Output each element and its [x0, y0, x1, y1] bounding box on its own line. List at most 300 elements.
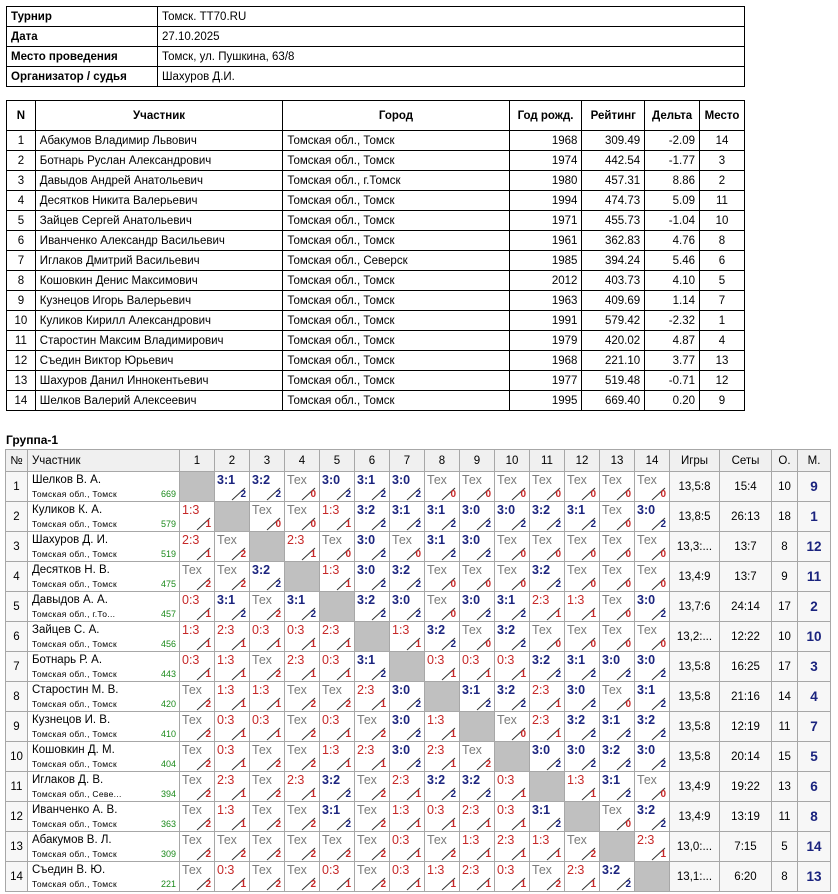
- participant-row: [7, 211, 745, 231]
- player-name: Старостин М. В.: [32, 684, 119, 696]
- player-city: Томская обл., Томск: [32, 849, 117, 859]
- games-cell: 13,1:...: [670, 862, 720, 892]
- match-score: 0:3: [182, 593, 200, 607]
- group-row: [6, 562, 831, 592]
- match-result-cell: [355, 562, 390, 592]
- match-result-cell: [390, 562, 425, 592]
- participant-place: 4: [700, 331, 745, 351]
- match-result-cell: [215, 742, 250, 772]
- player-city: Томская обл., Томск: [32, 759, 117, 769]
- sets-cell: 24:14: [720, 592, 772, 622]
- match-result-cell: [460, 862, 495, 892]
- match-score: Тех: [567, 623, 587, 637]
- player-city: Томская обл., Томск: [32, 489, 117, 499]
- match-points: 1: [555, 729, 561, 740]
- match-result-cell: [390, 832, 425, 862]
- participant-birth-year: 1994: [509, 191, 582, 211]
- participant-number: 7: [7, 251, 36, 271]
- match-score: 1:3: [182, 503, 200, 517]
- participants-header-row: [7, 101, 745, 131]
- match-points: 2: [660, 819, 666, 830]
- match-score: 1:3: [392, 623, 410, 637]
- match-points: 1: [240, 699, 246, 710]
- participant-city: Томская обл., Томск: [283, 271, 509, 291]
- participant-row: [7, 291, 745, 311]
- match-points: 1: [555, 699, 561, 710]
- match-points: 2: [555, 819, 561, 830]
- match-points: 1: [555, 849, 561, 860]
- match-result-cell: [285, 802, 320, 832]
- match-points: 1: [450, 819, 456, 830]
- match-score: Тех: [182, 773, 202, 787]
- participant-number: 2: [7, 151, 36, 171]
- participant-delta: -1.77: [645, 151, 700, 171]
- match-result-cell: [320, 832, 355, 862]
- match-points: 0: [310, 489, 316, 500]
- match-result-cell: [530, 862, 565, 892]
- participant-rating: 519.48: [582, 371, 645, 391]
- match-score: 0:3: [252, 713, 270, 727]
- match-result-cell: [285, 862, 320, 892]
- participant-rating: 457.31: [582, 171, 645, 191]
- match-score: 2:3: [427, 743, 445, 757]
- match-result-cell: [495, 772, 530, 802]
- row-number: 13: [6, 832, 28, 862]
- group-row: [6, 682, 831, 712]
- match-score: 3:1: [637, 683, 656, 697]
- match-score: Тех: [427, 563, 447, 577]
- match-result-cell: [530, 712, 565, 742]
- participant-rating: 474.73: [582, 191, 645, 211]
- match-score: 3:1: [602, 773, 621, 787]
- match-score: 3:2: [567, 713, 586, 727]
- match-score: Тех: [357, 803, 377, 817]
- points-cell: 8: [772, 532, 798, 562]
- match-points: 2: [590, 759, 596, 770]
- match-points: 2: [205, 579, 211, 590]
- participant-city: Томская обл., Томск: [283, 231, 509, 251]
- participant-name: Кошовкин Денис Максимович: [35, 271, 283, 291]
- participant-birth-year: 1980: [509, 171, 582, 191]
- match-score: 3:0: [637, 653, 656, 667]
- match-result-cell: [355, 772, 390, 802]
- tournament-info-table: [6, 6, 745, 87]
- match-points: 1: [590, 789, 596, 800]
- match-result-cell: [635, 772, 670, 802]
- match-result-cell: [320, 502, 355, 532]
- participant-delta: 1.14: [645, 291, 700, 311]
- player-cell: [28, 802, 180, 832]
- match-score: 3:0: [602, 653, 621, 667]
- match-score: 3:1: [357, 473, 376, 487]
- player-rating: 519: [160, 549, 176, 559]
- participant-birth-year: 1968: [509, 131, 582, 151]
- participant-number: 3: [7, 171, 36, 191]
- row-number: 14: [6, 862, 28, 892]
- points-cell: 14: [772, 682, 798, 712]
- participant-birth-year: 1977: [509, 371, 582, 391]
- match-result-cell: [635, 712, 670, 742]
- row-number: 8: [6, 682, 28, 712]
- info-key: Место проведения: [7, 47, 158, 67]
- sets-cell: 20:14: [720, 742, 772, 772]
- participant-birth-year: 2012: [509, 271, 582, 291]
- grid-header-opponent-7: 7: [390, 450, 425, 472]
- games-cell: 13,0:...: [670, 832, 720, 862]
- grid-header-opponent-11: 11: [530, 450, 565, 472]
- participant-row: [7, 371, 745, 391]
- participant-rating: 221.10: [582, 351, 645, 371]
- match-score: 3:1: [497, 593, 516, 607]
- match-points: 2: [310, 849, 316, 860]
- match-result-cell: [250, 832, 285, 862]
- match-score: 1:3: [322, 503, 340, 517]
- grid-header-opponent-6: 6: [355, 450, 390, 472]
- group-row: [6, 652, 831, 682]
- match-points: 2: [205, 789, 211, 800]
- match-points: 2: [450, 849, 456, 860]
- match-points: 1: [590, 609, 596, 620]
- sets-cell: 15:4: [720, 472, 772, 502]
- match-score: Тех: [357, 863, 377, 877]
- participant-city: Томская обл., Томск: [283, 371, 509, 391]
- match-score: 0:3: [427, 803, 445, 817]
- diagonal-cell: [600, 832, 635, 862]
- grid-header-opponent-1: 1: [180, 450, 215, 472]
- match-points: 2: [485, 699, 491, 710]
- match-points: 2: [415, 579, 421, 590]
- participant-place: 13: [700, 351, 745, 371]
- match-score: 3:2: [602, 863, 621, 877]
- participant-delta: 8.86: [645, 171, 700, 191]
- games-cell: 13,5:8: [670, 712, 720, 742]
- points-cell: 17: [772, 592, 798, 622]
- match-result-cell: [565, 562, 600, 592]
- player-rating: 404: [160, 759, 176, 769]
- match-points: 2: [380, 519, 386, 530]
- diagonal-cell: [495, 742, 530, 772]
- participant-birth-year: 1995: [509, 391, 582, 411]
- match-score: 3:2: [357, 593, 376, 607]
- participant-delta: -2.32: [645, 311, 700, 331]
- row-number: 1: [6, 472, 28, 502]
- participant-rating: 579.42: [582, 311, 645, 331]
- grid-header-opponent-10: 10: [495, 450, 530, 472]
- match-result-cell: [250, 802, 285, 832]
- match-result-cell: [285, 772, 320, 802]
- participant-rating: 409.69: [582, 291, 645, 311]
- group-body: [6, 472, 831, 892]
- player-name: Зайцев С. А.: [32, 624, 100, 636]
- match-score: 1:3: [392, 803, 410, 817]
- match-points: 2: [520, 699, 526, 710]
- match-result-cell: [250, 472, 285, 502]
- group-row: [6, 472, 831, 502]
- match-result-cell: [215, 832, 250, 862]
- match-score: 0:3: [462, 653, 480, 667]
- match-score: 3:2: [602, 743, 621, 757]
- points-cell: 11: [772, 802, 798, 832]
- participant-delta: -0.71: [645, 371, 700, 391]
- participant-place: 3: [700, 151, 745, 171]
- participant-name: Иглаков Дмитрий Васильевич: [35, 251, 283, 271]
- match-points: 2: [205, 759, 211, 770]
- participant-row: [7, 251, 745, 271]
- match-points: 0: [520, 489, 526, 500]
- match-result-cell: [425, 652, 460, 682]
- match-score: Тех: [567, 473, 587, 487]
- match-points: 2: [450, 519, 456, 530]
- match-score: Тех: [392, 533, 412, 547]
- match-points: 2: [345, 849, 351, 860]
- player-cell: [28, 472, 180, 502]
- match-score: Тех: [427, 593, 447, 607]
- match-result-cell: [460, 472, 495, 502]
- participant-birth-year: 1974: [509, 151, 582, 171]
- match-points: 2: [205, 699, 211, 710]
- participant-birth-year: 1979: [509, 331, 582, 351]
- match-score: 2:3: [287, 773, 305, 787]
- player-name: Давыдов А. А.: [32, 594, 108, 606]
- match-result-cell: [215, 472, 250, 502]
- player-name: Кузнецов И. В.: [32, 714, 111, 726]
- sets-cell: 12:19: [720, 712, 772, 742]
- match-points: 2: [380, 789, 386, 800]
- match-points: 0: [520, 549, 526, 560]
- match-points: 1: [310, 549, 316, 560]
- match-score: 2:3: [287, 533, 305, 547]
- match-score: 0:3: [497, 863, 515, 877]
- player-cell: [28, 622, 180, 652]
- grid-header-num: №: [6, 450, 28, 472]
- match-result-cell: [355, 862, 390, 892]
- match-score: Тех: [602, 563, 622, 577]
- group-row: [6, 592, 831, 622]
- match-score: 3:0: [357, 533, 376, 547]
- match-points: 1: [450, 759, 456, 770]
- participant-city: Томская обл., Томск: [283, 331, 509, 351]
- match-points: 0: [555, 549, 561, 560]
- match-score: 3:1: [217, 593, 236, 607]
- match-result-cell: [565, 472, 600, 502]
- match-result-cell: [285, 532, 320, 562]
- match-result-cell: [390, 502, 425, 532]
- place-cell: 11: [798, 562, 831, 592]
- diagonal-cell: [320, 592, 355, 622]
- grid-header-place: М.: [798, 450, 831, 472]
- match-points: 2: [275, 489, 281, 500]
- match-score: 3:2: [532, 503, 551, 517]
- match-score: Тех: [182, 683, 202, 697]
- match-result-cell: [390, 862, 425, 892]
- match-result-cell: [355, 472, 390, 502]
- match-score: Тех: [322, 683, 342, 697]
- match-score: 3:2: [392, 563, 411, 577]
- tournament-info-body: [7, 7, 745, 87]
- match-points: 2: [555, 759, 561, 770]
- match-result-cell: [565, 682, 600, 712]
- match-points: 1: [590, 879, 596, 890]
- match-points: 0: [625, 549, 631, 560]
- match-result-cell: [495, 472, 530, 502]
- match-result-cell: [635, 832, 670, 862]
- match-points: 2: [555, 669, 561, 680]
- match-score: 3:0: [322, 473, 341, 487]
- match-points: 1: [520, 789, 526, 800]
- participant-rating: 669.40: [582, 391, 645, 411]
- player-cell: [28, 772, 180, 802]
- match-score: Тех: [497, 473, 517, 487]
- grid-header-opponent-13: 13: [600, 450, 635, 472]
- match-result-cell: [565, 502, 600, 532]
- match-result-cell: [600, 862, 635, 892]
- participant-place: 11: [700, 191, 745, 211]
- match-result-cell: [355, 592, 390, 622]
- points-cell: 13: [772, 772, 798, 802]
- player-cell: [28, 742, 180, 772]
- group-header-row: [6, 450, 831, 472]
- match-points: 2: [555, 879, 561, 890]
- match-result-cell: [425, 832, 460, 862]
- match-score: Тех: [497, 563, 517, 577]
- participant-delta: 5.09: [645, 191, 700, 211]
- match-result-cell: [600, 652, 635, 682]
- match-score: Тех: [357, 773, 377, 787]
- match-score: 3:1: [602, 713, 621, 727]
- participant-row: [7, 331, 745, 351]
- match-points: 2: [520, 639, 526, 650]
- participant-birth-year: 1963: [509, 291, 582, 311]
- match-points: 2: [310, 759, 316, 770]
- match-score: Тех: [217, 563, 237, 577]
- match-points: 0: [450, 489, 456, 500]
- player-name: Иглаков Д. В.: [32, 774, 104, 786]
- diagonal-cell: [215, 502, 250, 532]
- match-result-cell: [460, 832, 495, 862]
- match-score: Тех: [287, 683, 307, 697]
- participant-name: Шахуров Данил Иннокентьевич: [35, 371, 283, 391]
- col-header-place: Место: [700, 101, 745, 131]
- match-points: 1: [240, 789, 246, 800]
- match-result-cell: [390, 682, 425, 712]
- match-result-cell: [285, 682, 320, 712]
- col-header-delta: Дельта: [645, 101, 700, 131]
- col-header-participant: Участник: [35, 101, 283, 131]
- group-results-table: [5, 449, 831, 892]
- match-score: 1:3: [567, 593, 585, 607]
- match-result-cell: [250, 682, 285, 712]
- group-row: [6, 742, 831, 772]
- match-score: 3:0: [392, 713, 411, 727]
- match-points: 2: [240, 579, 246, 590]
- match-points: 2: [660, 759, 666, 770]
- match-result-cell: [250, 772, 285, 802]
- match-score: 0:3: [217, 713, 235, 727]
- games-cell: 13,4:9: [670, 802, 720, 832]
- match-points: 2: [275, 579, 281, 590]
- place-cell: 6: [798, 772, 831, 802]
- match-points: 2: [275, 759, 281, 770]
- player-city: Томская обл., Севе...: [32, 789, 122, 799]
- participant-place: 7: [700, 291, 745, 311]
- player-city: Томская обл., Томск: [32, 669, 117, 679]
- match-score: Тех: [357, 833, 377, 847]
- participant-number: 10: [7, 311, 36, 331]
- match-points: 2: [205, 729, 211, 740]
- row-number: 11: [6, 772, 28, 802]
- match-points: 1: [485, 669, 491, 680]
- match-score: 3:1: [427, 503, 446, 517]
- participant-number: 9: [7, 291, 36, 311]
- match-points: 2: [240, 609, 246, 620]
- diagonal-cell: [355, 622, 390, 652]
- match-points: 1: [555, 609, 561, 620]
- match-points: 2: [380, 489, 386, 500]
- match-points: 1: [310, 669, 316, 680]
- sets-cell: 12:22: [720, 622, 772, 652]
- match-result-cell: [215, 862, 250, 892]
- match-result-cell: [180, 502, 215, 532]
- match-points: 0: [485, 579, 491, 590]
- group-row: [6, 622, 831, 652]
- match-points: 2: [275, 879, 281, 890]
- match-points: 0: [275, 519, 281, 530]
- match-points: 0: [485, 639, 491, 650]
- sets-cell: 19:22: [720, 772, 772, 802]
- match-points: 2: [380, 669, 386, 680]
- match-points: 1: [345, 579, 351, 590]
- participant-delta: 3.77: [645, 351, 700, 371]
- participant-number: 1: [7, 131, 36, 151]
- match-result-cell: [565, 592, 600, 622]
- match-result-cell: [530, 472, 565, 502]
- participant-birth-year: 1968: [509, 351, 582, 371]
- row-number: 7: [6, 652, 28, 682]
- match-points: 2: [485, 609, 491, 620]
- match-points: 0: [450, 609, 456, 620]
- match-score: Тех: [182, 713, 202, 727]
- match-points: 2: [520, 609, 526, 620]
- participant-delta: 5.46: [645, 251, 700, 271]
- match-score: 2:3: [532, 713, 550, 727]
- info-key: Дата: [7, 27, 158, 47]
- match-result-cell: [530, 802, 565, 832]
- match-points: 0: [660, 549, 666, 560]
- place-cell: 4: [798, 682, 831, 712]
- match-result-cell: [495, 832, 530, 862]
- match-points: 0: [310, 519, 316, 530]
- sets-cell: 13:7: [720, 532, 772, 562]
- match-score: Тех: [462, 743, 482, 757]
- player-cell: [28, 682, 180, 712]
- participant-city: Томская обл., Томск: [283, 131, 509, 151]
- match-score: 3:1: [462, 683, 481, 697]
- match-points: 1: [345, 729, 351, 740]
- match-points: 0: [660, 489, 666, 500]
- match-points: 2: [310, 609, 316, 620]
- match-result-cell: [530, 532, 565, 562]
- grid-header-opponent-5: 5: [320, 450, 355, 472]
- group-row: [6, 712, 831, 742]
- match-points: 1: [415, 849, 421, 860]
- match-result-cell: [390, 622, 425, 652]
- participant-city: Томская обл., Томск: [283, 211, 509, 231]
- match-points: 2: [380, 729, 386, 740]
- match-score: Тех: [252, 803, 272, 817]
- match-result-cell: [530, 742, 565, 772]
- match-result-cell: [285, 622, 320, 652]
- match-score: 1:3: [567, 773, 585, 787]
